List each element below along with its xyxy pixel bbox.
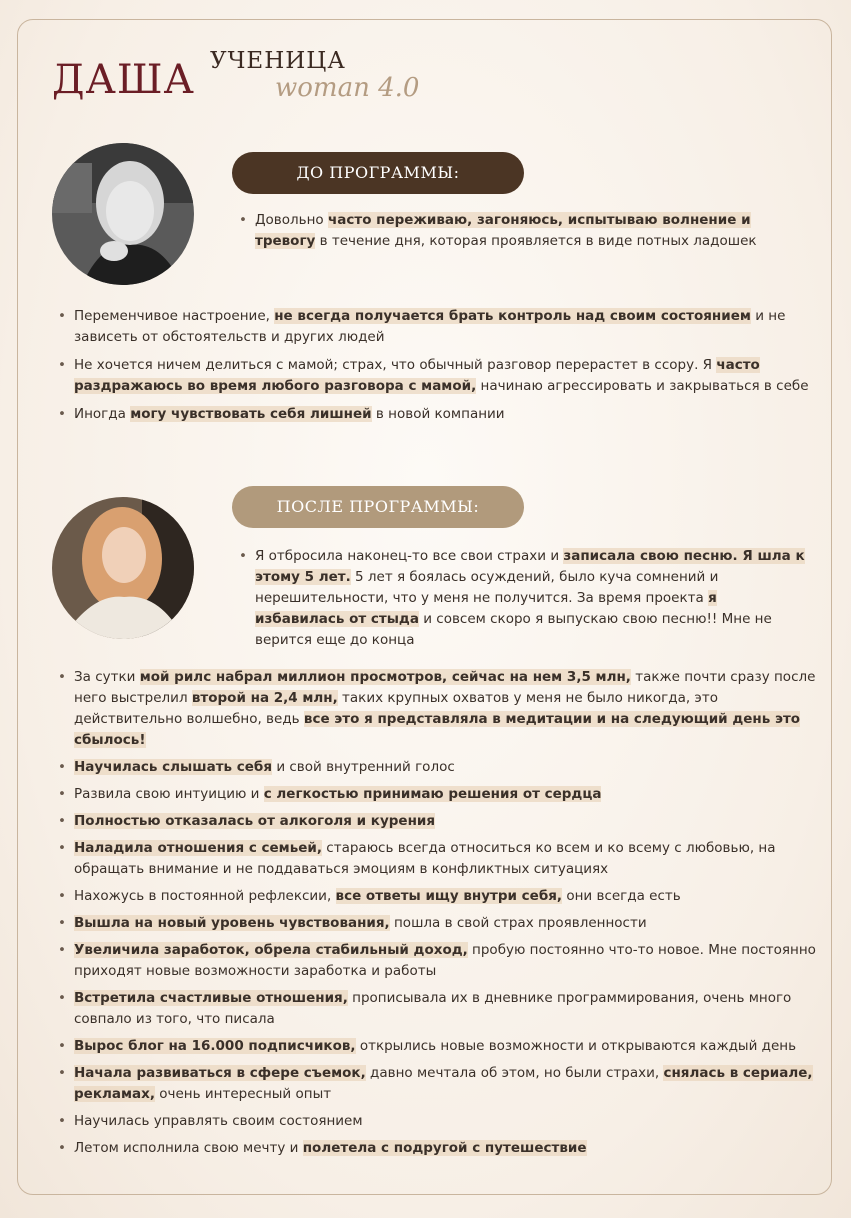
list-item: • Наладила отношения с семьей, стараюсь всегда относиться ко всем и ко всему с любовью, на обращать внимание и не поддаваться эмоциям в конфликтных ситуациях (58, 838, 818, 880)
list-item: • Научилась слышать себя и свой внутренний голос (58, 757, 818, 778)
list-item: • Увеличила заработок, обрела стабильный доход, пробую постоянно что-то новое. Мне постоянно приходят новые возможности заработка и работы (58, 940, 818, 982)
list-item: • Нахожусь в постоянной рефлексии, все ответы ищу внутри себя, они всегда есть (58, 886, 818, 907)
before-intro-list (239, 210, 799, 252)
list-item: • За сутки мой рилс набрал миллион просмотров, сейчас на нем 3,5 млн, также почти сразу после него выстрелил второй на 2,4 млн, таких крупных охватов у меня не было никогда, это действительно волшебно, ведь все это я представляла в медитации и на следующий день это сбылось! (58, 667, 818, 751)
after-intro-list (239, 546, 809, 651)
list-item: • Начала развиваться в сфере съемок, давно мечтала об этом, но были страхи, снялась в сериале, рекламах, очень интересный опыт (58, 1063, 818, 1105)
list-item: • Встретила счастливые отношения, прописывала их в дневнике программирования, очень много совпало из того, что писала (58, 988, 818, 1030)
list-item: • Развила свою интуицию и с легкостью принимаю решения от сердца (58, 784, 818, 805)
student-name: ДАША (52, 57, 195, 103)
list-item: • Научилась управлять своим состоянием (58, 1111, 818, 1132)
after-list (58, 667, 818, 1165)
list-item: • Вышла на новый уровень чувствования, пошла в свой страх проявленности (58, 913, 818, 934)
list-item: • Переменчивое настроение, не всегда получается брать контроль над своим состоянием и не зависеть от обстоятельств и других людей (58, 306, 818, 348)
list-item: • Полностью отказалась от алкоголя и курения (58, 811, 818, 832)
before-list (58, 306, 818, 432)
list-item: • Иногда могу чувствовать себя лишней в новой компании (58, 404, 818, 425)
before-program-heading: ДО ПРОГРАММЫ: (232, 152, 524, 194)
list-item: • Летом исполнила свою мечту и полетела с подругой с путешествие (58, 1138, 818, 1159)
list-item: • Довольно часто переживаю, загоняюсь, испытываю волнение и тревогу в течение дня, которая проявляется в виде потных ладошек (239, 210, 799, 252)
student-label: УЧЕНИЦА (210, 48, 346, 74)
after-photo (52, 497, 194, 639)
list-item: • Я отбросила наконец-то все свои страхи и записала свою песню. Я шла к этому 5 лет. 5 лет я боялась осуждений, было куча сомнений и нерешительности, что у меня не получится. За время проекта я избавилась от стыда и совсем скоро я выпускаю свою песню!! Мне не верится еще до конца (239, 546, 809, 651)
before-photo (52, 143, 194, 285)
after-program-heading: ПОСЛЕ ПРОГРАММЫ: (232, 486, 524, 528)
program-name: woman 4.0 (275, 73, 420, 103)
list-item: • Вырос блог на 16.000 подписчиков, открылись новые возможности и открываются каждый день (58, 1036, 818, 1057)
list-item: • Не хочется ничем делиться с мамой; страх, что обычный разговор перерастет в ссору. Я часто раздражаюсь во время любого разговора с мамой, начинаю агрессировать и закрываться в себе (58, 355, 818, 397)
